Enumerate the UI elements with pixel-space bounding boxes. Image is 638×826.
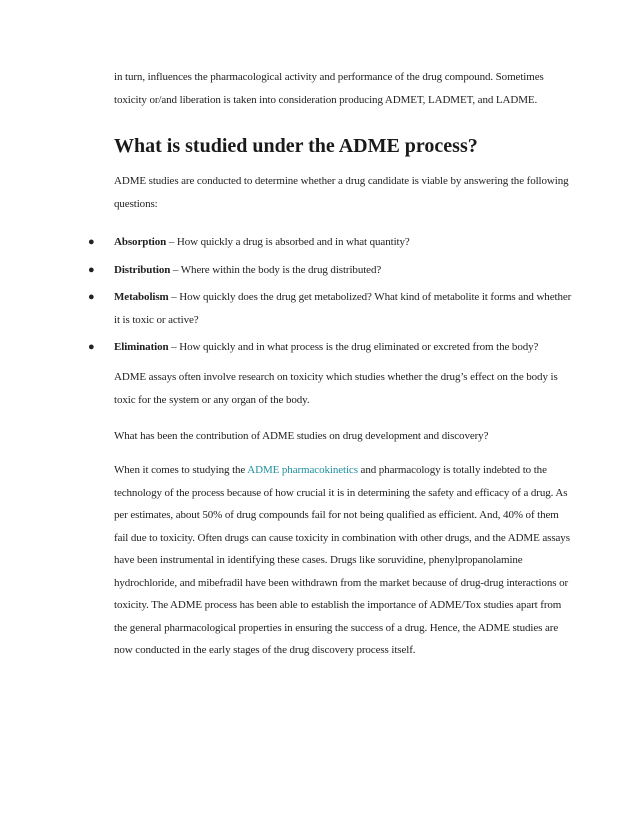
adme-intro-paragraph: ADME studies are conducted to determine whether a drug candidate is viable by answering the following questions: [114, 175, 569, 210]
list-item-term: Absorption [114, 236, 167, 248]
list-item-text: – How quickly does the drug get metabolized? What kind of metabolite it forms and whether it is toxic or active? [114, 291, 572, 326]
bullet-icon: ● [88, 291, 95, 303]
list-item-term: Elimination [114, 341, 169, 353]
contribution-paragraph [114, 459, 574, 662]
list-item-distribution [0, 259, 576, 282]
bullet-icon: ● [88, 341, 95, 353]
toxicity-paragraph: ADME assays often involve research on toxicity which studies whether the drug’s effect on the body is toxic for the system or any organ of the body. [114, 371, 558, 406]
list-item-text: – Where within the body is the drug distributed? [170, 263, 382, 276]
contribution-text-after-link: and pharmacology is totally indebted to the technology of the process because of how crucial it is in determining the safety and efficacy of a drug. As per estimates, about 50% of drug compounds fail for not being qualified as efficient. And, 40% of them fail due to toxicity. Often drugs can cause toxicity in combination with other drugs, and the ADME assays have been instrumental in identifying these cases. Drugs like soruvidine, phenylpropanolamine hydrochloride, and mibefradil have been withdrawn from the market because of drug-drug interactions or toxicity. The ADME process has been able to establish the importance of ADME/Tox studies apart from the general pharmacological properties in ensuring the success of a drug. Hence, the ADME studies are now conducted in the early stages of the drug discovery process itself. [114, 464, 570, 656]
bullet-icon: ● [88, 236, 95, 248]
list-item-metabolism [0, 286, 576, 331]
adme-question-list [0, 231, 638, 364]
list-item-elimination [0, 336, 576, 359]
adme-pharmacokinetics-link[interactable]: ADME pharmacokinetics [247, 464, 358, 476]
contribution-text-before-link: When it comes to studying the [114, 464, 248, 476]
intro-continuation-paragraph: in turn, influences the pharmacological activity and performance of the drug compound. Sometimes toxicity or/and liberation is taken into consideration producing ADMET, LADMET, and LADME. [114, 71, 544, 106]
bullet-icon: ● [88, 263, 95, 276]
section-heading: What is studied under the ADME process? [114, 135, 478, 157]
list-item-text: – How quickly a drug is absorbed and in what quantity? [166, 236, 410, 248]
list-item-term: Metabolism [114, 291, 169, 303]
list-item-text: – How quickly and in what process is the drug eliminated or excreted from the body? [168, 341, 539, 353]
contribution-question: What has been the contribution of ADME studies on drug development and discovery? [114, 430, 489, 442]
list-item-absorption [0, 231, 576, 254]
list-item-term: Distribution [114, 263, 171, 276]
